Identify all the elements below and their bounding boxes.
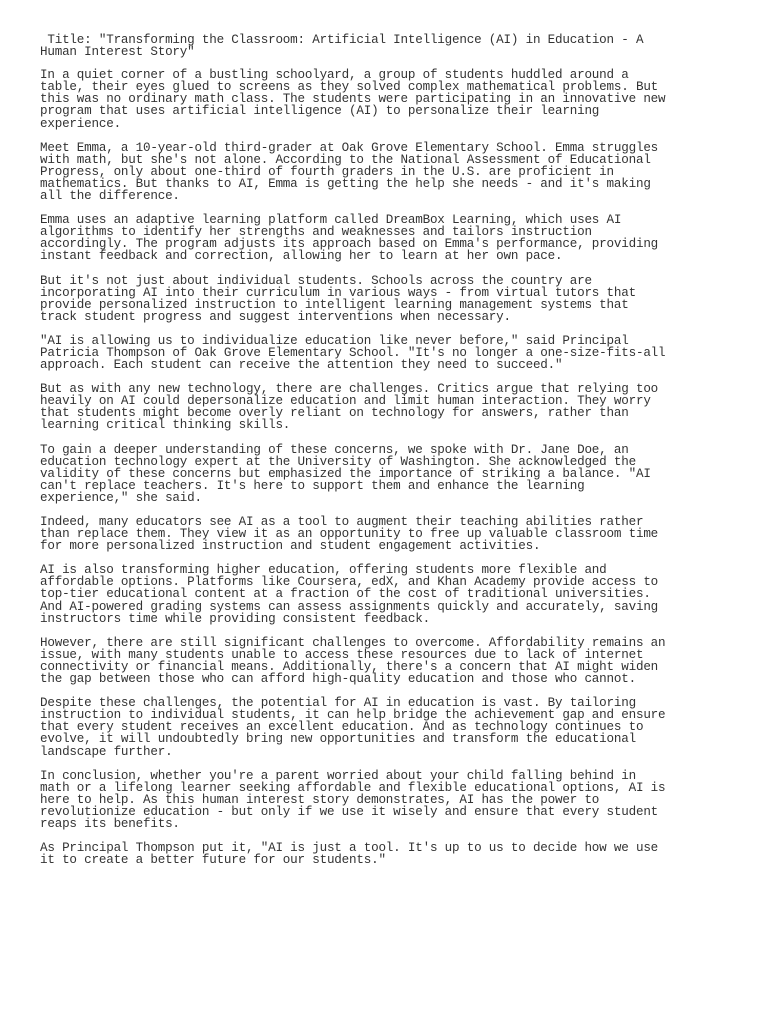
paragraph-schools: But it's not just about individual students. Schools across the country are incorporating AI into their curriculum in various ways - from virtual tutors that provide personalized instruction to intelligent learning management systems that track student progress and suggest interventions when necessary. bbox=[40, 273, 636, 324]
paragraph-principal-quote: "AI is allowing us to individualize education like never before," said Principal Patricia Thompson of Oak Grove Elementary School. "It's no longer a one-size-fits-all approach. Each student can receive the attention they need to succeed." bbox=[40, 333, 666, 373]
paragraph-meet-emma: Meet Emma, a 10-year-old third-grader at Oak Grove Elementary School. Emma struggles with math, but she's not alone. According to the National Assessment of Educational Progress, only about one-third of fourth graders in the U.S. are proficient in mathematics. But thanks to AI, Emma is getting the help she needs - and it's making all the difference. bbox=[40, 140, 659, 204]
paragraph-intro: In a quiet corner of a bustling schoolyard, a group of students huddled around a table, their eyes glued to screens as they solved complex mathematical problems. But this was no ordinary math class. The students were participating in an innovative new program that uses artificial intelligence (AI) to personalize their learning experience. bbox=[40, 68, 666, 131]
paragraph-educators: Indeed, many educators see AI as a tool to augment their teaching abilities rather than replace them. They view it as an opportunity to free up valuable classroom time for more personalized instruction and student engagement activities. bbox=[40, 515, 659, 554]
paragraph-potential: Despite these challenges, the potential for AI in education is vast. By tailoring instruction to individual students, it can help bridge the achievement gap and ensure that every student receives an excellent education. And as technology continues to evolve, it will undoubtedly bring new opportunities and transform the educational landscape further. bbox=[40, 696, 666, 759]
document-title: Title: "Transforming the Classroom: Artificial Intelligence (AI) in Education - A Human Interest Story" bbox=[40, 33, 644, 60]
paragraph-higher-education: AI is also transforming higher education, offering students more flexible and affordable options. Platforms like Coursera, edX, and Khan Academy provide access to top-tier educational content at a fraction of the cost of traditional universities. And AI-powered grading systems can assess assignments quickly and accurately, saving instructors time while providing consistent feedback. bbox=[40, 563, 659, 626]
document-page bbox=[40, 34, 704, 878]
paragraph-obstacles: However, there are still significant challenges to overcome. Affordability remains an issue, with many students unable to access these resources due to lack of internet connectivity or financial means. Additionally, there's a concern that AI might widen the gap between those who can afford high-quality education and those who cannot. bbox=[40, 635, 666, 687]
paragraph-challenges: But as with any new technology, there are challenges. Critics argue that relying too heavily on AI could depersonalize education and limit human interaction. They worry that students might become overly reliant on technology for answers, rather than learning critical thinking skills. bbox=[40, 382, 659, 433]
paragraph-closing-quote: As Principal Thompson put it, "AI is just a tool. It's up to us to decide how we use it to create a better future for our students." bbox=[40, 841, 659, 868]
paragraph-dreambox: Emma uses an adaptive learning platform called DreamBox Learning, which uses AI algorithms to identify her strengths and weaknesses and tailors instruction accordingly. The program adjusts its approach based on Emma's performance, providing instant feedback and correction, allowing her to learn at her own pace. bbox=[40, 213, 659, 264]
paragraph-conclusion: In conclusion, whether you're a parent worried about your child falling behind in math or a lifelong learner seeking affordable and flexible educational options, AI is here to help. As this human interest story demonstrates, AI has the power to revolutionize education - but only if we use it wisely and ensure that every student reaps its benefits. bbox=[40, 768, 666, 831]
paragraph-expert: To gain a deeper understanding of these concerns, we spoke with Dr. Jane Doe, an education technology expert at the University of Washington. She acknowledged the validity of these concerns but emphasized the importance of striking a balance. "AI can't replace teachers. It's here to support them and enhance the learning experience," she said. bbox=[40, 442, 651, 505]
